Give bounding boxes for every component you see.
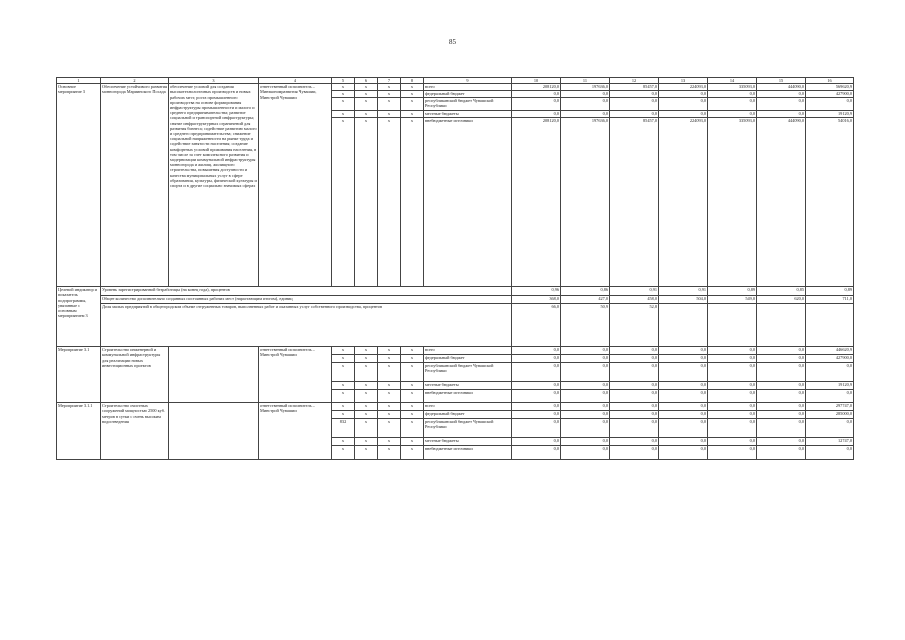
code-cell: x [332,403,355,411]
value-cell: 0,0 [708,390,757,403]
code-cell: x [401,411,424,419]
value-cell: 335093,0 [708,84,757,91]
value-cell: 0,0 [610,91,659,98]
code-cell: x [378,347,401,355]
code-cell: x [355,438,378,446]
value-cell: 0,0 [708,98,757,111]
indicator-text: Доля малых предприятий в общегородском объеме отгруженных товаров, выполненных работ и оказанных услуг собственного производства, процентов [101,304,512,347]
column-number: 8 [401,78,424,84]
code-cell: x [355,347,378,355]
event-3-1-title: Строительство инженерной и коммунальной инфраструктуры для реализации новых инвестиционных проектов [101,347,169,403]
code-cell: x [401,363,424,382]
indicator-value: 0,96 [512,287,561,296]
value-cell: 0,0 [757,98,806,111]
value-cell: 0,0 [659,446,708,460]
code-cell: x [378,446,401,460]
code-cell: x [332,438,355,446]
value-cell: 0,0 [708,355,757,363]
value-cell: 0,0 [806,446,854,460]
code-cell: x [378,355,401,363]
indicator-text: Уровень зарегистрированной безработицы (на конец года), процентов [101,287,512,296]
code-cell: x [378,91,401,98]
value-cell: 0,0 [659,347,708,355]
value-cell: 0,0 [708,347,757,355]
code-cell: x [401,355,424,363]
code-cell: x [355,411,378,419]
value-cell: 0,0 [610,347,659,355]
value-cell: 0,0 [561,363,610,382]
value-cell: 0,0 [806,363,854,382]
funding-source: местные бюджеты [424,111,512,118]
value-cell: 0,0 [610,411,659,419]
value-cell: 0,0 [561,347,610,355]
column-number: 5 [332,78,355,84]
value-cell: 0,0 [659,363,708,382]
value-cell: 0,0 [757,111,806,118]
code-cell: x [378,98,401,111]
code-cell: x [332,111,355,118]
value-cell: 0,0 [708,446,757,460]
value-cell: 0,0 [512,411,561,419]
value-cell: 0,0 [610,438,659,446]
value-cell: 0,0 [659,355,708,363]
code-cell: x [332,84,355,91]
value-cell: 0,0 [708,438,757,446]
indicator-value: 620,0 [757,296,806,304]
value-cell: 0,0 [659,98,708,111]
value-cell: 427900,0 [806,355,854,363]
value-cell: 0,0 [561,390,610,403]
code-cell: x [401,390,424,403]
value-cell: 0,0 [512,91,561,98]
code-cell: x [332,363,355,382]
value-cell: 0,0 [512,363,561,382]
code-cell: x [332,390,355,403]
budget-table [56,77,854,460]
code-cell: x [332,446,355,460]
value-cell: 0,0 [512,446,561,460]
funding-source: местные бюджеты [424,382,512,390]
value-cell: 0,0 [512,347,561,355]
value-cell: 0,0 [659,390,708,403]
column-number: 9 [424,78,512,84]
code-cell: x [332,91,355,98]
value-cell: 0,0 [512,390,561,403]
column-number: 2 [101,78,169,84]
value-cell: 54016,0 [806,118,854,287]
value-cell: 0,0 [512,382,561,390]
event-3-1-executor: ответственный исполнитель – Минстрой Чувашии [259,347,332,403]
value-cell: 0,0 [659,382,708,390]
code-cell: x [355,111,378,118]
funding-source: внебюджетные источники [424,446,512,460]
value-cell: 0,0 [708,403,757,411]
value-cell: 285000,0 [806,411,854,419]
value-cell: 85457,0 [610,84,659,91]
value-cell: 0,0 [512,98,561,111]
code-cell: x [378,363,401,382]
code-cell: x [401,84,424,91]
indicator-value: 427,0 [561,296,610,304]
column-number: 4 [259,78,332,84]
code-cell: x [355,419,378,438]
value-cell: 0,0 [757,438,806,446]
value-cell: 0,0 [610,363,659,382]
event-3-1-1-title: Строительство очистных сооружений мощностью 2500 куб. метров в сутки с очень высоким водоотведения [101,403,169,460]
value-cell: 0,0 [561,98,610,111]
indicator-label: Целевой индикатор и показатель подпрограммы, увязанные с основным мероприятием 3 [57,287,101,347]
code-cell: x [401,419,424,438]
value-cell: 0,0 [757,446,806,460]
event-3-1-1-executor: ответственный исполнитель – Минстрой Чувашии [259,403,332,460]
value-cell: 0,0 [610,419,659,438]
value-cell: 0,0 [659,438,708,446]
column-number: 3 [169,78,259,84]
value-cell: 0,0 [610,355,659,363]
indicator-value: 368,0 [512,296,561,304]
value-cell: 0,0 [610,390,659,403]
funding-source: республиканский бюджет Чувашской Республики [424,98,512,111]
code-cell: x [332,355,355,363]
code-cell: x [355,390,378,403]
indicator-value: 0,91 [610,287,659,296]
value-cell: 0,0 [806,390,854,403]
code-cell: x [378,111,401,118]
indicator-value: 66,0 [512,304,561,347]
value-cell: 0,0 [757,390,806,403]
column-number: 1 [57,78,101,84]
code-cell: x [378,390,401,403]
indicator-value: 0,86 [561,287,610,296]
column-number: 16 [806,78,854,84]
value-cell: 0,0 [610,111,659,118]
value-cell: 0,0 [561,419,610,438]
value-cell: 0,0 [708,363,757,382]
value-cell: 427900,0 [806,91,854,98]
indicator-value: 0,89 [806,287,854,296]
funding-source: федеральный бюджет [424,355,512,363]
funding-source: республиканский бюджет Чувашской Республики [424,419,512,438]
value-cell: 444090,0 [757,118,806,287]
funding-source: всего [424,84,512,91]
code-cell: x [378,411,401,419]
indicator-value: 0,85 [757,287,806,296]
indicator-value: 458,0 [610,296,659,304]
event-3-1-row [57,347,854,355]
code-cell: 832 [332,419,355,438]
column-number: 6 [355,78,378,84]
value-cell: 0,0 [512,438,561,446]
code-cell: x [332,118,355,287]
indicator-value: 504,0 [659,296,708,304]
indicator-value: 52,8 [610,304,659,347]
main-event-goal: обеспечение условий для создания высокотехнологичных производств и новых рабочих мест, роста промышленного производства на основе формирования инфраструктуры промышленности и малого и среднего предпринимательства; развитие социальной и транспортной инфраструктуры; снятие инфраструктурных ограничений для развития бизнеса; содействие развитию малого и среднего предпринимательства; снижение социальной напряженности на рынке труда и содействие занятости населения; создание комфортных условий проживания населения, в том числе за счет комплексного развития и модернизации коммунальной инфраструктуры монногорода и жилищ. жилищного строительства, повышения доступности и качества муниципальных услуг в сфере образования, культуры, физической культуры и спорта и в другие социально значимых сферах [169,84,259,287]
value-cell: 444090,0 [757,84,806,91]
value-cell: 0,0 [757,411,806,419]
indicator-value: 0,91 [659,287,708,296]
code-cell: x [332,98,355,111]
indicator-value [806,304,854,347]
value-cell: 0,0 [561,446,610,460]
code-cell: x [355,355,378,363]
value-cell: 0,0 [708,419,757,438]
code-cell: x [378,403,401,411]
code-cell: x [355,403,378,411]
value-cell: 297747,0 [806,403,854,411]
funding-source: внебюджетные источники [424,390,512,403]
value-cell: 335093,0 [708,118,757,287]
code-cell: x [401,403,424,411]
value-cell: 0,0 [610,403,659,411]
value-cell: 0,0 [757,363,806,382]
indicator-text: Общее количество дополнительно созданных постоянных рабочих мест (нарастающим итогом), единиц [101,296,512,304]
code-cell: x [378,84,401,91]
value-cell: 0,0 [610,98,659,111]
event-3-1-1-row [57,403,854,411]
code-cell: x [378,382,401,390]
code-cell: x [355,118,378,287]
code-cell: x [378,419,401,438]
value-cell: 0,0 [757,347,806,355]
event-3-1-1-code: Мероприятие 3.1.1 [57,403,101,460]
column-number: 14 [708,78,757,84]
event-3-1-code: Мероприятие 3.1 [57,347,101,403]
value-cell: 0,0 [757,91,806,98]
funding-source: местные бюджеты [424,438,512,446]
value-cell: 0,0 [806,419,854,438]
code-cell: x [401,347,424,355]
value-cell: 0,0 [561,411,610,419]
code-cell: x [355,382,378,390]
indicator-row [57,296,854,304]
page-number: 85 [449,38,456,46]
value-cell: 0,0 [708,91,757,98]
value-cell: 0,0 [561,438,610,446]
value-cell: 0,0 [659,403,708,411]
funding-source: всего [424,403,512,411]
event-3-1-goal [169,347,259,403]
value-cell: 0,0 [708,382,757,390]
main-event-row [57,84,854,91]
value-cell: 0,0 [757,382,806,390]
funding-source: федеральный бюджет [424,411,512,419]
value-cell: 19120,9 [806,111,854,118]
value-cell: 0,0 [659,411,708,419]
value-cell: 197636,0 [561,84,610,91]
value-cell: 224093,0 [659,118,708,287]
value-cell: 0,0 [561,91,610,98]
funding-source: федеральный бюджет [424,91,512,98]
value-cell: 0,0 [757,355,806,363]
value-cell: 0,0 [708,411,757,419]
column-number: 10 [512,78,561,84]
indicator-row [57,287,854,296]
funding-source: всего [424,347,512,355]
code-cell: x [378,118,401,287]
main-event-code: Основное мероприятие 3 [57,84,101,287]
value-cell: 0,0 [512,111,561,118]
code-cell: x [332,382,355,390]
code-cell: x [401,446,424,460]
value-cell: 19120,9 [806,382,854,390]
indicator-value [708,304,757,347]
indicator-value: 549,0 [708,296,757,304]
indicator-value [659,304,708,347]
value-cell: 0,0 [757,419,806,438]
funding-source: внебюджетные источники [424,118,512,287]
code-cell: x [355,363,378,382]
column-number: 7 [378,78,401,84]
code-cell: x [401,118,424,287]
value-cell: 0,0 [561,355,610,363]
value-cell: 208120,0 [512,118,561,287]
value-cell: 0,0 [659,111,708,118]
code-cell: x [355,84,378,91]
value-cell: 0,0 [659,91,708,98]
code-cell: x [332,411,355,419]
value-cell: 0,0 [561,382,610,390]
value-cell: 0,0 [512,403,561,411]
column-number: 13 [659,78,708,84]
value-cell: 0,0 [561,403,610,411]
code-cell: x [355,446,378,460]
value-cell: 446620,9 [806,347,854,355]
code-cell: x [401,111,424,118]
value-cell: 0,0 [610,446,659,460]
code-cell: x [355,91,378,98]
indicator-row [57,304,854,347]
value-cell: 0,0 [512,355,561,363]
column-number: 12 [610,78,659,84]
indicator-value: 50,9 [561,304,610,347]
code-cell: x [332,347,355,355]
code-cell: x [401,91,424,98]
value-cell: 208120,0 [512,84,561,91]
indicator-value: 711,0 [806,296,854,304]
code-cell: x [378,438,401,446]
funding-source: республиканский бюджет Чувашской Республики [424,363,512,382]
value-cell: 12747,0 [806,438,854,446]
indicator-value [757,304,806,347]
value-cell: 0,0 [610,382,659,390]
value-cell: 0,0 [708,111,757,118]
value-cell: 0,0 [757,403,806,411]
code-cell: x [401,98,424,111]
event-3-1-1-goal [169,403,259,460]
value-cell: 0,0 [806,98,854,111]
value-cell: 0,0 [659,419,708,438]
value-cell: 0,0 [561,111,610,118]
code-cell: x [401,382,424,390]
value-cell: 197636,0 [561,118,610,287]
value-cell: 224093,0 [659,84,708,91]
column-number: 15 [757,78,806,84]
indicator-value: 0,89 [708,287,757,296]
code-cell: x [401,438,424,446]
code-cell: x [355,98,378,111]
main-event-executor: ответственный исполнитель – Минэкономразвития Чувашии, Минстрой Чувашии [259,84,332,287]
value-cell: 569620,9 [806,84,854,91]
main-event-title: Обеспечение устойчивого развития монногорода Мариинского Посада [101,84,169,287]
value-cell: 85457,0 [610,118,659,287]
column-number: 11 [561,78,610,84]
value-cell: 0,0 [512,419,561,438]
